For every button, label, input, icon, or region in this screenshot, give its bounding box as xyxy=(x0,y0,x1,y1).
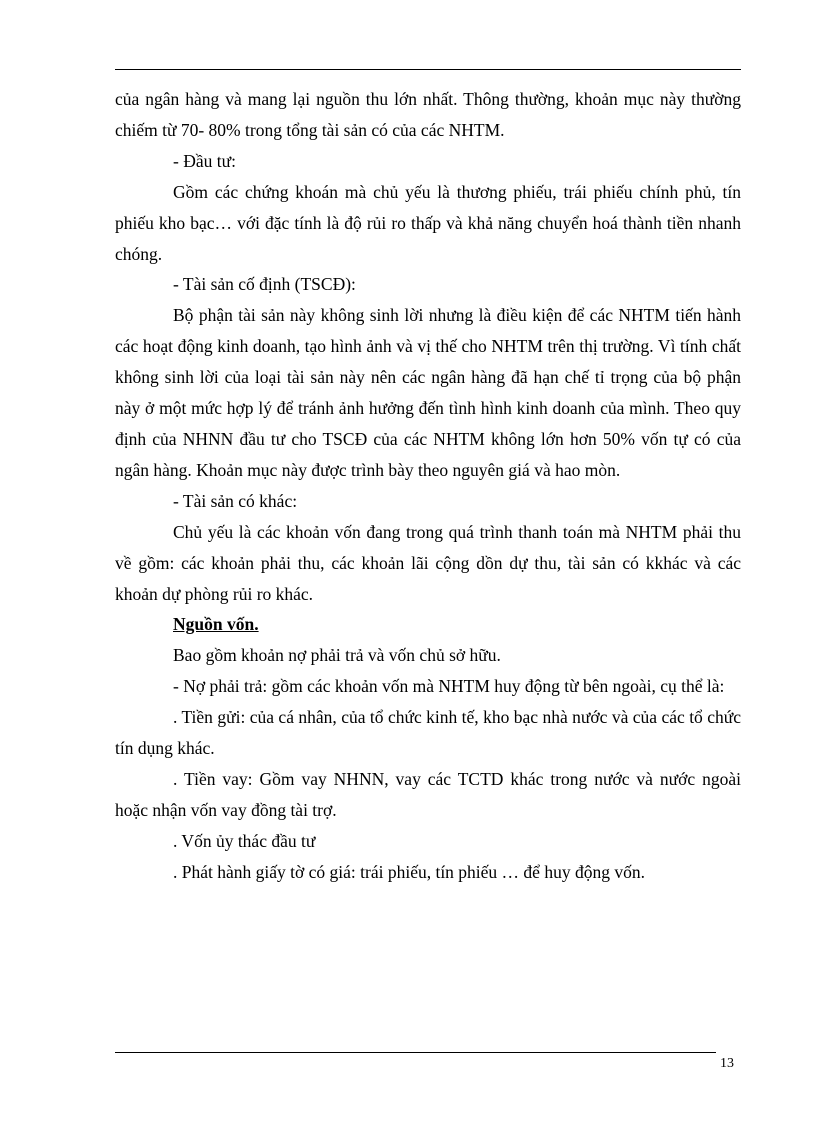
paragraph: Bao gồm khoản nợ phải trả và vốn chủ sở hữu. xyxy=(173,645,501,666)
paragraph: Bộ phận tài sản này không sinh lời nhưng là điều kiện để các NHTM tiến hành các hoạt động kinh doanh, tạo hình ảnh và vị thế cho NHTM trên thị trường. Vì tính chất không sinh lời của loại tài sản này nên các ngân hàng đã hạn chế tỉ trọng của bộ phận này ở một mức hợp lý để tránh ảnh hưởng đến tình hình kinh doanh của mình. Theo quy định của NHNN đầu tư cho TSCĐ của các NHTM không lớn hơn 50% vốn tự có của ngân hàng. Khoản mục này được trình bày theo nguyên giá và hao mòn. xyxy=(115,305,741,480)
footer-rule xyxy=(115,1052,716,1053)
body-text xyxy=(115,84,741,888)
paragraph: - Tài sản cố định (TSCĐ): xyxy=(173,274,356,295)
header-rule xyxy=(115,69,741,70)
paragraph: . Tiền vay: Gồm vay NHNN, vay các TCTD khác trong nước và nước ngoài hoặc nhận vốn vay đồng tài trợ. xyxy=(115,768,741,820)
paragraph: . Tiền gửi: của cá nhân, của tổ chức kinh tế, kho bạc nhà nước và của các tổ chức tín dụng khác. xyxy=(115,707,741,759)
section-heading xyxy=(115,609,741,640)
paragraph: . Vốn ủy thác đầu tư xyxy=(173,830,316,851)
section-heading-text: Nguồn vốn. xyxy=(173,614,259,635)
paragraph: - Nợ phải trả: gồm các khoản vốn mà NHTM huy động từ bên ngoài, cụ thể là: xyxy=(173,676,725,697)
paragraph: của ngân hàng và mang lại nguồn thu lớn nhất. Thông thường, khoản mục này thường chiếm từ 70- 80% trong tổng tài sản có của các NHTM. xyxy=(115,89,741,140)
paragraph: Gồm các chứng khoán mà chủ yếu là thương phiếu, trái phiếu chính phủ, tín phiếu kho bạc… với đặc tính là độ rủi ro thấp và khả năng chuyển hoá thành tiền nhanh chóng. xyxy=(115,181,741,264)
paragraph: . Phát hành giấy tờ có giá: trái phiếu, tín phiếu … để huy động vốn. xyxy=(173,861,645,882)
paragraph: - Tài sản có khác: xyxy=(173,490,298,511)
paragraph: - Đầu tư: xyxy=(173,150,236,171)
paragraph: Chủ yếu là các khoản vốn đang trong quá trình thanh toán mà NHTM phải thu về gồm: các khoản phải thu, các khoản lãi cộng dồn dự thu, tài sản có kkhác và các khoản dự phòng rủi ro khác. xyxy=(115,521,741,604)
page-number: 13 xyxy=(720,1056,734,1071)
